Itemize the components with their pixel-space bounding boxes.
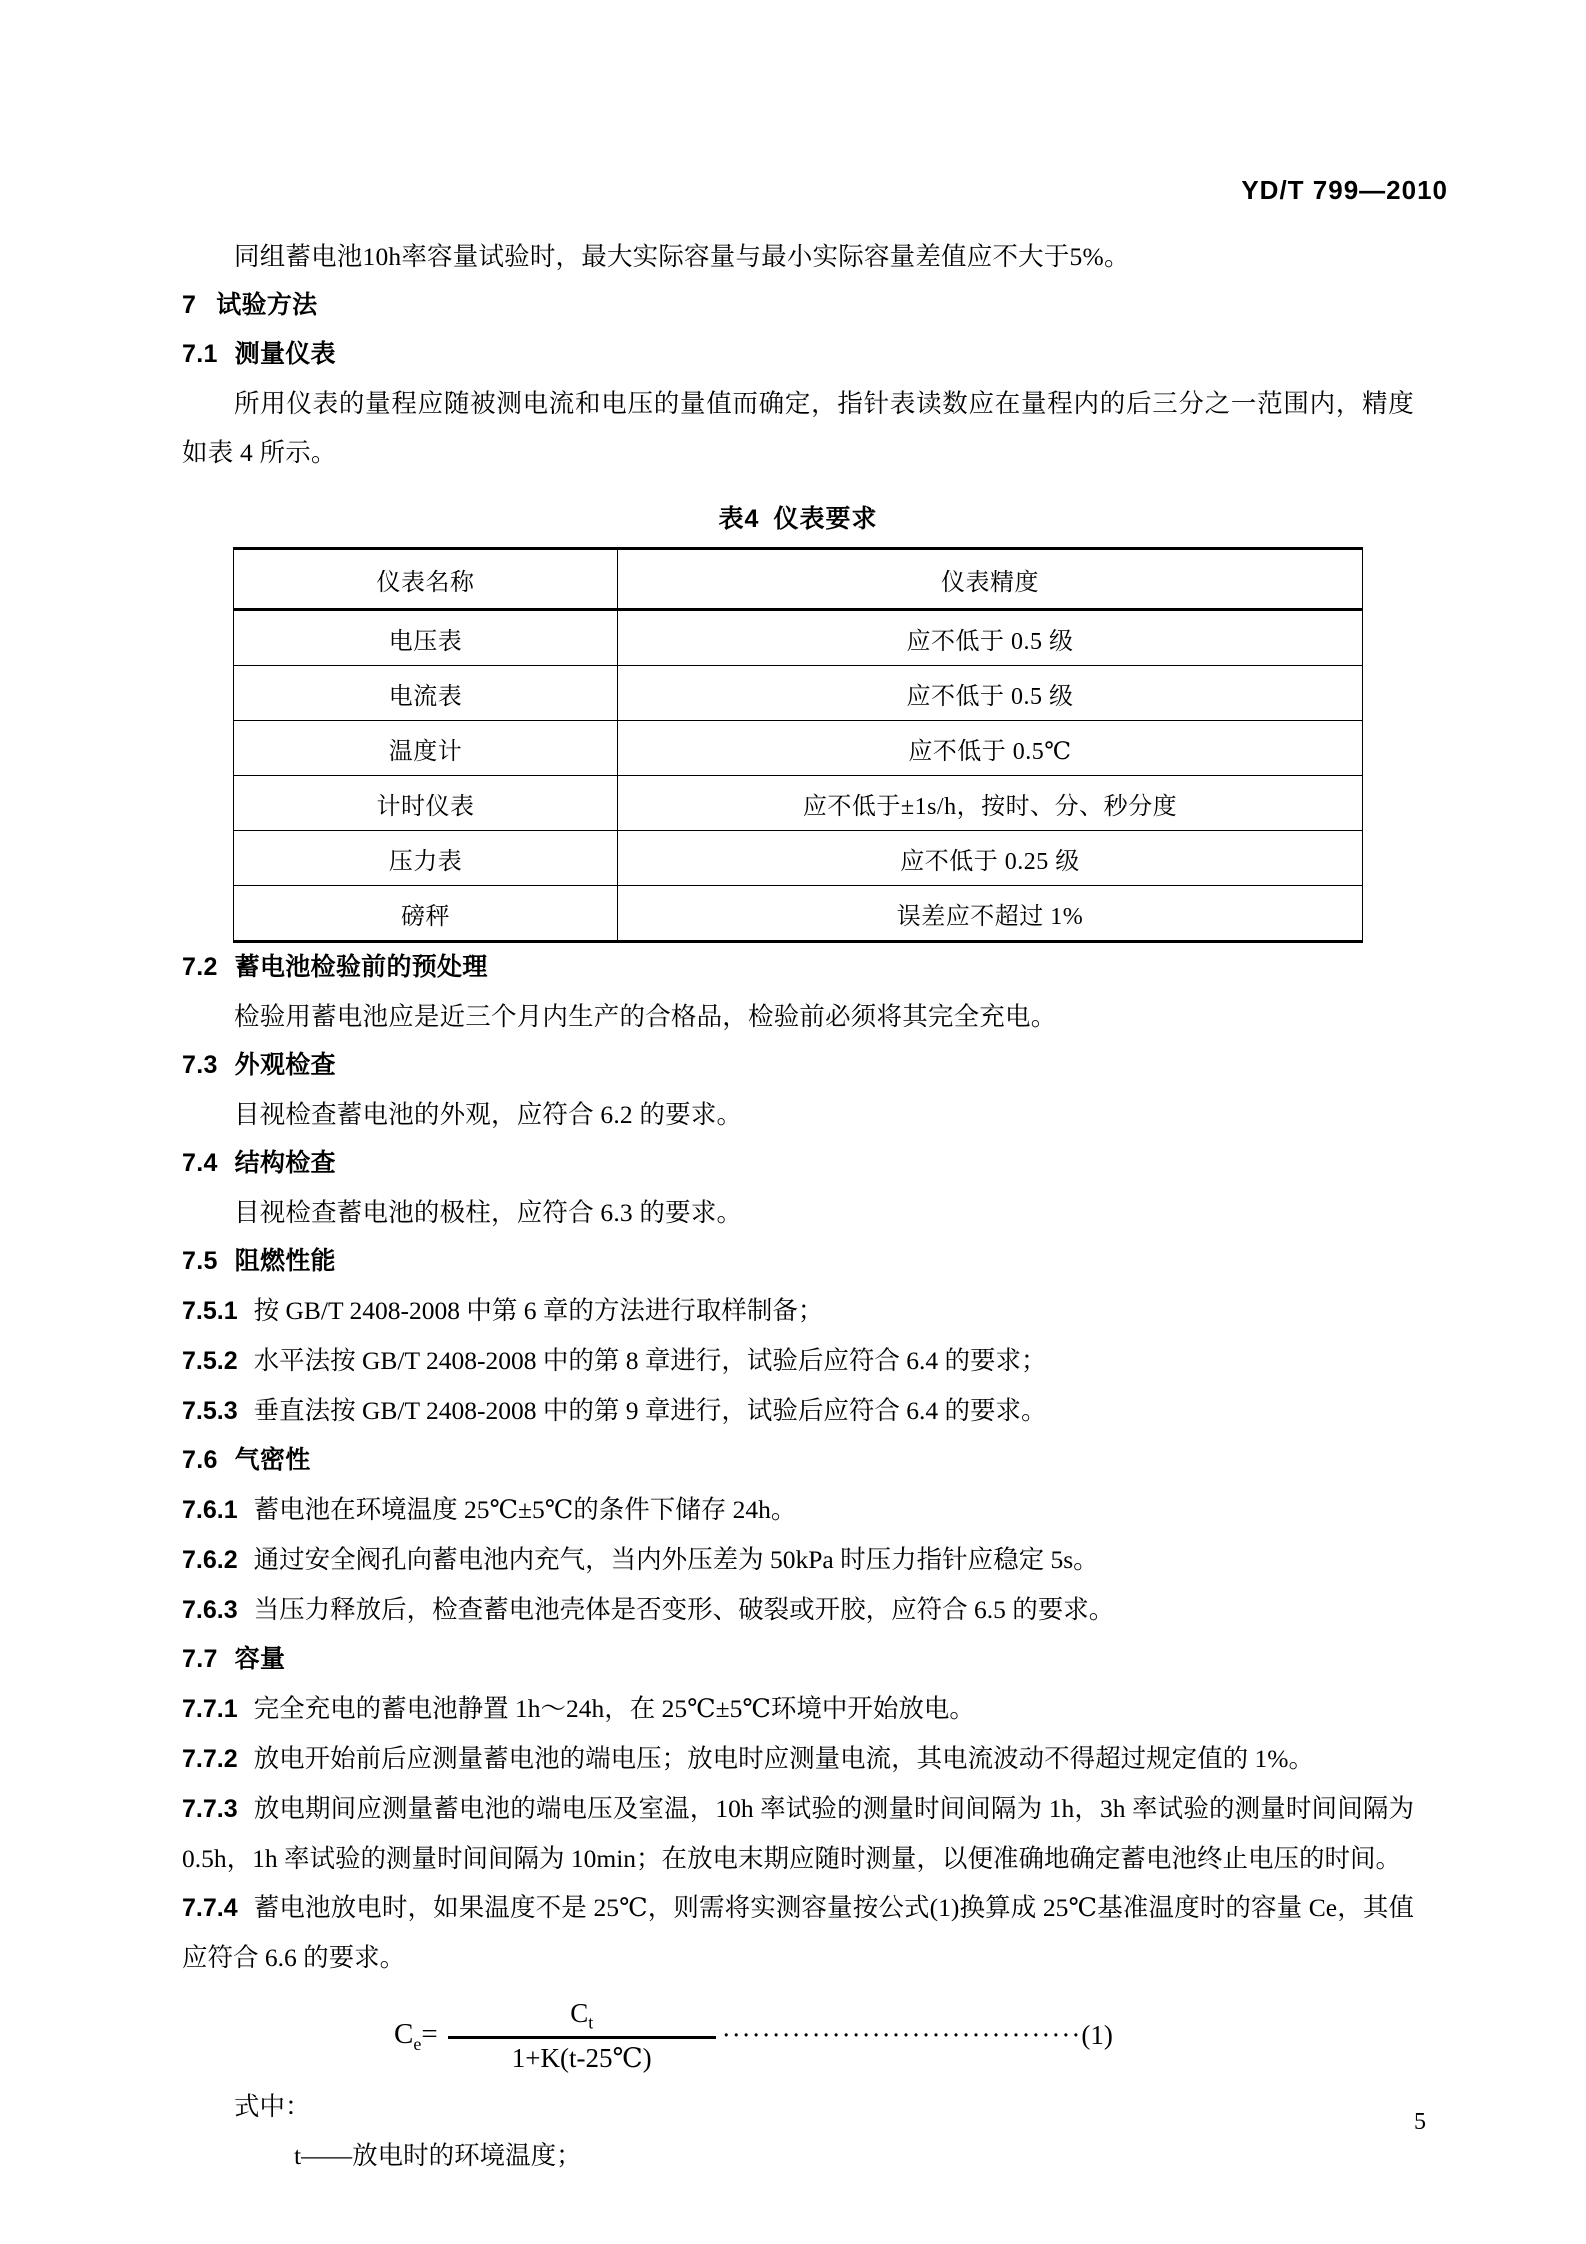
table-cell-instrument-name: 电流表 [234, 666, 618, 721]
table-row [234, 831, 1363, 886]
table-cell-instrument-accuracy: 误差应不超过 1% [618, 886, 1363, 942]
section-number-7-5: 7.5 [182, 1247, 218, 1275]
formula-leader-dots: ···································· [721, 2020, 1082, 2051]
section-number-7: 7 [182, 291, 197, 319]
page-header-standard-code: YD/T 799—2010 [1241, 175, 1448, 205]
section-7-1-paragraph: 所用仪表的量程应随被测电流和电压的量值而确定，指针表读数应在量程内的后三分之一范围内，精度如表 4 所示。 [182, 389, 1414, 467]
clause-index: 7.5.2 [182, 1347, 238, 1375]
clause-text: 蓄电池在环境温度 25℃±5℃的条件下储存 24h。 [253, 1495, 797, 1524]
section-heading-7 [182, 281, 1414, 330]
table4-caption [182, 499, 1414, 535]
clause-7-5-1 [182, 1286, 1414, 1336]
section-number-7-7: 7.7 [182, 1645, 218, 1673]
section-title-7-1: 测量仪表 [234, 340, 336, 368]
section-heading-7-7 [182, 1635, 1414, 1684]
clause-7-5-2 [182, 1336, 1414, 1386]
section-heading-7-4 [182, 1139, 1414, 1188]
section-number-7-3: 7.3 [182, 1051, 218, 1079]
section-number-7-2: 7.2 [182, 953, 218, 981]
clause-7-6-3 [182, 1585, 1414, 1635]
formula-denominator: 1+K(t-25℃) [511, 2042, 652, 2073]
table-row [234, 666, 1363, 721]
table-cell-instrument-name: 压力表 [234, 831, 618, 886]
table4-caption-label: 表4 [718, 505, 760, 533]
clause-index: 7.7.4 [182, 1894, 238, 1922]
section-title-7-7: 容量 [234, 1645, 286, 1673]
table-cell-instrument-accuracy: 应不低于 0.5 级 [618, 610, 1363, 666]
table-cell-instrument-accuracy: 应不低于 0.5 级 [618, 666, 1363, 721]
table-cell-instrument-accuracy: 应不低于±1s/h，按时、分、秒分度 [618, 776, 1363, 831]
section-7-4-paragraph: 目视检查蓄电池的极柱，应符合 6.3 的要求。 [234, 1198, 743, 1227]
formula-numerator-subscript: t [588, 2012, 594, 2033]
section-7-2-paragraph: 检验用蓄电池应是近三个月内生产的合格品，检验前必须将其完全充电。 [234, 1002, 1057, 1031]
table-cell-instrument-accuracy: 应不低于 0.25 级 [618, 831, 1363, 886]
section-number-7-1: 7.1 [182, 340, 218, 368]
formula-numerator [570, 1998, 593, 2036]
formula-left-hand-side [394, 2018, 438, 2055]
clause-text: 完全充电的蓄电池静置 1h～24h，在 25℃±5℃环境中开始放电。 [253, 1694, 975, 1723]
clause-7-7-1 [182, 1684, 1414, 1734]
table4-caption-title: 仪表要求 [773, 505, 878, 533]
clause-7-7-2 [182, 1734, 1414, 1784]
clause-text: 水平法按 GB/T 2408-2008 中的第 8 章进行，试验后应符合 6.4 的要求； [253, 1346, 1047, 1375]
clause-7-7-4 [182, 1883, 1414, 1982]
table-header-row [234, 549, 1363, 610]
clause-index: 7.5.1 [182, 1297, 238, 1325]
section-title-7-5: 阻燃性能 [234, 1247, 336, 1275]
clause-index: 7.6.2 [182, 1546, 238, 1574]
section-heading-7-6 [182, 1436, 1414, 1485]
section-title-7-4: 结构检查 [234, 1149, 336, 1177]
formula-equals-sign: = [421, 2017, 438, 2050]
document-content [182, 232, 1414, 2180]
formula-lhs-symbol: C [394, 2017, 414, 2050]
table-row [234, 721, 1363, 776]
clause-index: 7.7.1 [182, 1695, 238, 1723]
clause-text: 蓄电池放电时，如果温度不是 25℃，则需将实测容量按公式(1)换算成 25℃基准温度时的容量 Ce，其值应符合 6.6 的要求。 [182, 1893, 1414, 1972]
section-title-7-3: 外观检查 [234, 1051, 336, 1079]
section-number-7-6: 7.6 [182, 1446, 218, 1474]
section-heading-7-3 [182, 1041, 1414, 1090]
clause-text: 放电期间应测量蓄电池的端电压及室温，10h 率试验的测量时间间隔为 1h，3h 率试验的测量时间间隔为 0.5h，1h 率试验的测量时间间隔为 10min；在放电末期应随时测量，以便准确地确定蓄电池终止电压的时间。 [182, 1794, 1414, 1873]
clause-text: 放电开始前后应测量蓄电池的端电压；放电时应测量电流，其电流波动不得超过规定值的 1%。 [253, 1744, 1314, 1773]
section-title-7-2: 蓄电池检验前的预处理 [234, 953, 488, 981]
table-cell-instrument-name: 温度计 [234, 721, 618, 776]
clause-index: 7.6.1 [182, 1496, 238, 1524]
clause-index: 7.7.3 [182, 1795, 238, 1823]
where-label: 式中： [234, 2091, 311, 2121]
clause-index: 7.7.2 [182, 1745, 238, 1773]
table-row [234, 886, 1363, 942]
section-heading-7-5 [182, 1237, 1414, 1286]
table-cell-instrument-name: 磅秤 [234, 886, 618, 942]
where-definition-t: t——放电时的环境温度； [294, 2140, 582, 2170]
table-cell-instrument-name: 电压表 [234, 610, 618, 666]
section-number-7-4: 7.4 [182, 1149, 218, 1177]
table-row [234, 776, 1363, 831]
table-instrument-requirements [233, 547, 1363, 943]
table-column-header-name: 仪表名称 [234, 549, 618, 610]
section-heading-7-1 [182, 330, 1414, 379]
clause-text: 按 GB/T 2408-2008 中第 6 章的方法进行取样制备； [253, 1296, 824, 1325]
page-number: 5 [1414, 2109, 1426, 2135]
table-column-header-accuracy: 仪表精度 [618, 549, 1363, 610]
formula-number: (1) [1081, 2020, 1113, 2051]
formula-numerator-symbol: C [570, 1998, 589, 2028]
formula-lhs-subscript: e [413, 2033, 422, 2054]
formula-1 [182, 1998, 1414, 2074]
section-title-7: 试验方法 [216, 291, 318, 319]
clause-index: 7.6.3 [182, 1596, 238, 1624]
section-heading-7-2 [182, 943, 1414, 992]
formula-fraction [448, 1998, 716, 2074]
clause-text: 垂直法按 GB/T 2408-2008 中的第 9 章进行，试验后应符合 6.4 的要求。 [253, 1396, 1047, 1425]
clause-7-7-3 [182, 1784, 1414, 1883]
clause-7-5-3 [182, 1386, 1414, 1436]
section-7-3-paragraph: 目视检查蓄电池的外观，应符合 6.2 的要求。 [234, 1100, 743, 1129]
section-title-7-6: 气密性 [234, 1446, 311, 1474]
clause-text: 当压力释放后，检查蓄电池壳体是否变形、破裂或开胶，应符合 6.5 的要求。 [253, 1595, 1115, 1624]
clause-7-6-2 [182, 1535, 1414, 1585]
intro-paragraph: 同组蓄电池10h率容量试验时，最大实际容量与最小实际容量差值应不大于5%。 [234, 242, 1130, 271]
clause-index: 7.5.3 [182, 1397, 238, 1425]
table-cell-instrument-name: 计时仪表 [234, 776, 618, 831]
table-cell-instrument-accuracy: 应不低于 0.5℃ [618, 721, 1363, 776]
clause-text: 通过安全阀孔向蓄电池内充气，当内外压差为 50kPa 时压力指针应稳定 5s。 [253, 1545, 1099, 1574]
table-row [234, 610, 1363, 666]
clause-7-6-1 [182, 1485, 1414, 1535]
